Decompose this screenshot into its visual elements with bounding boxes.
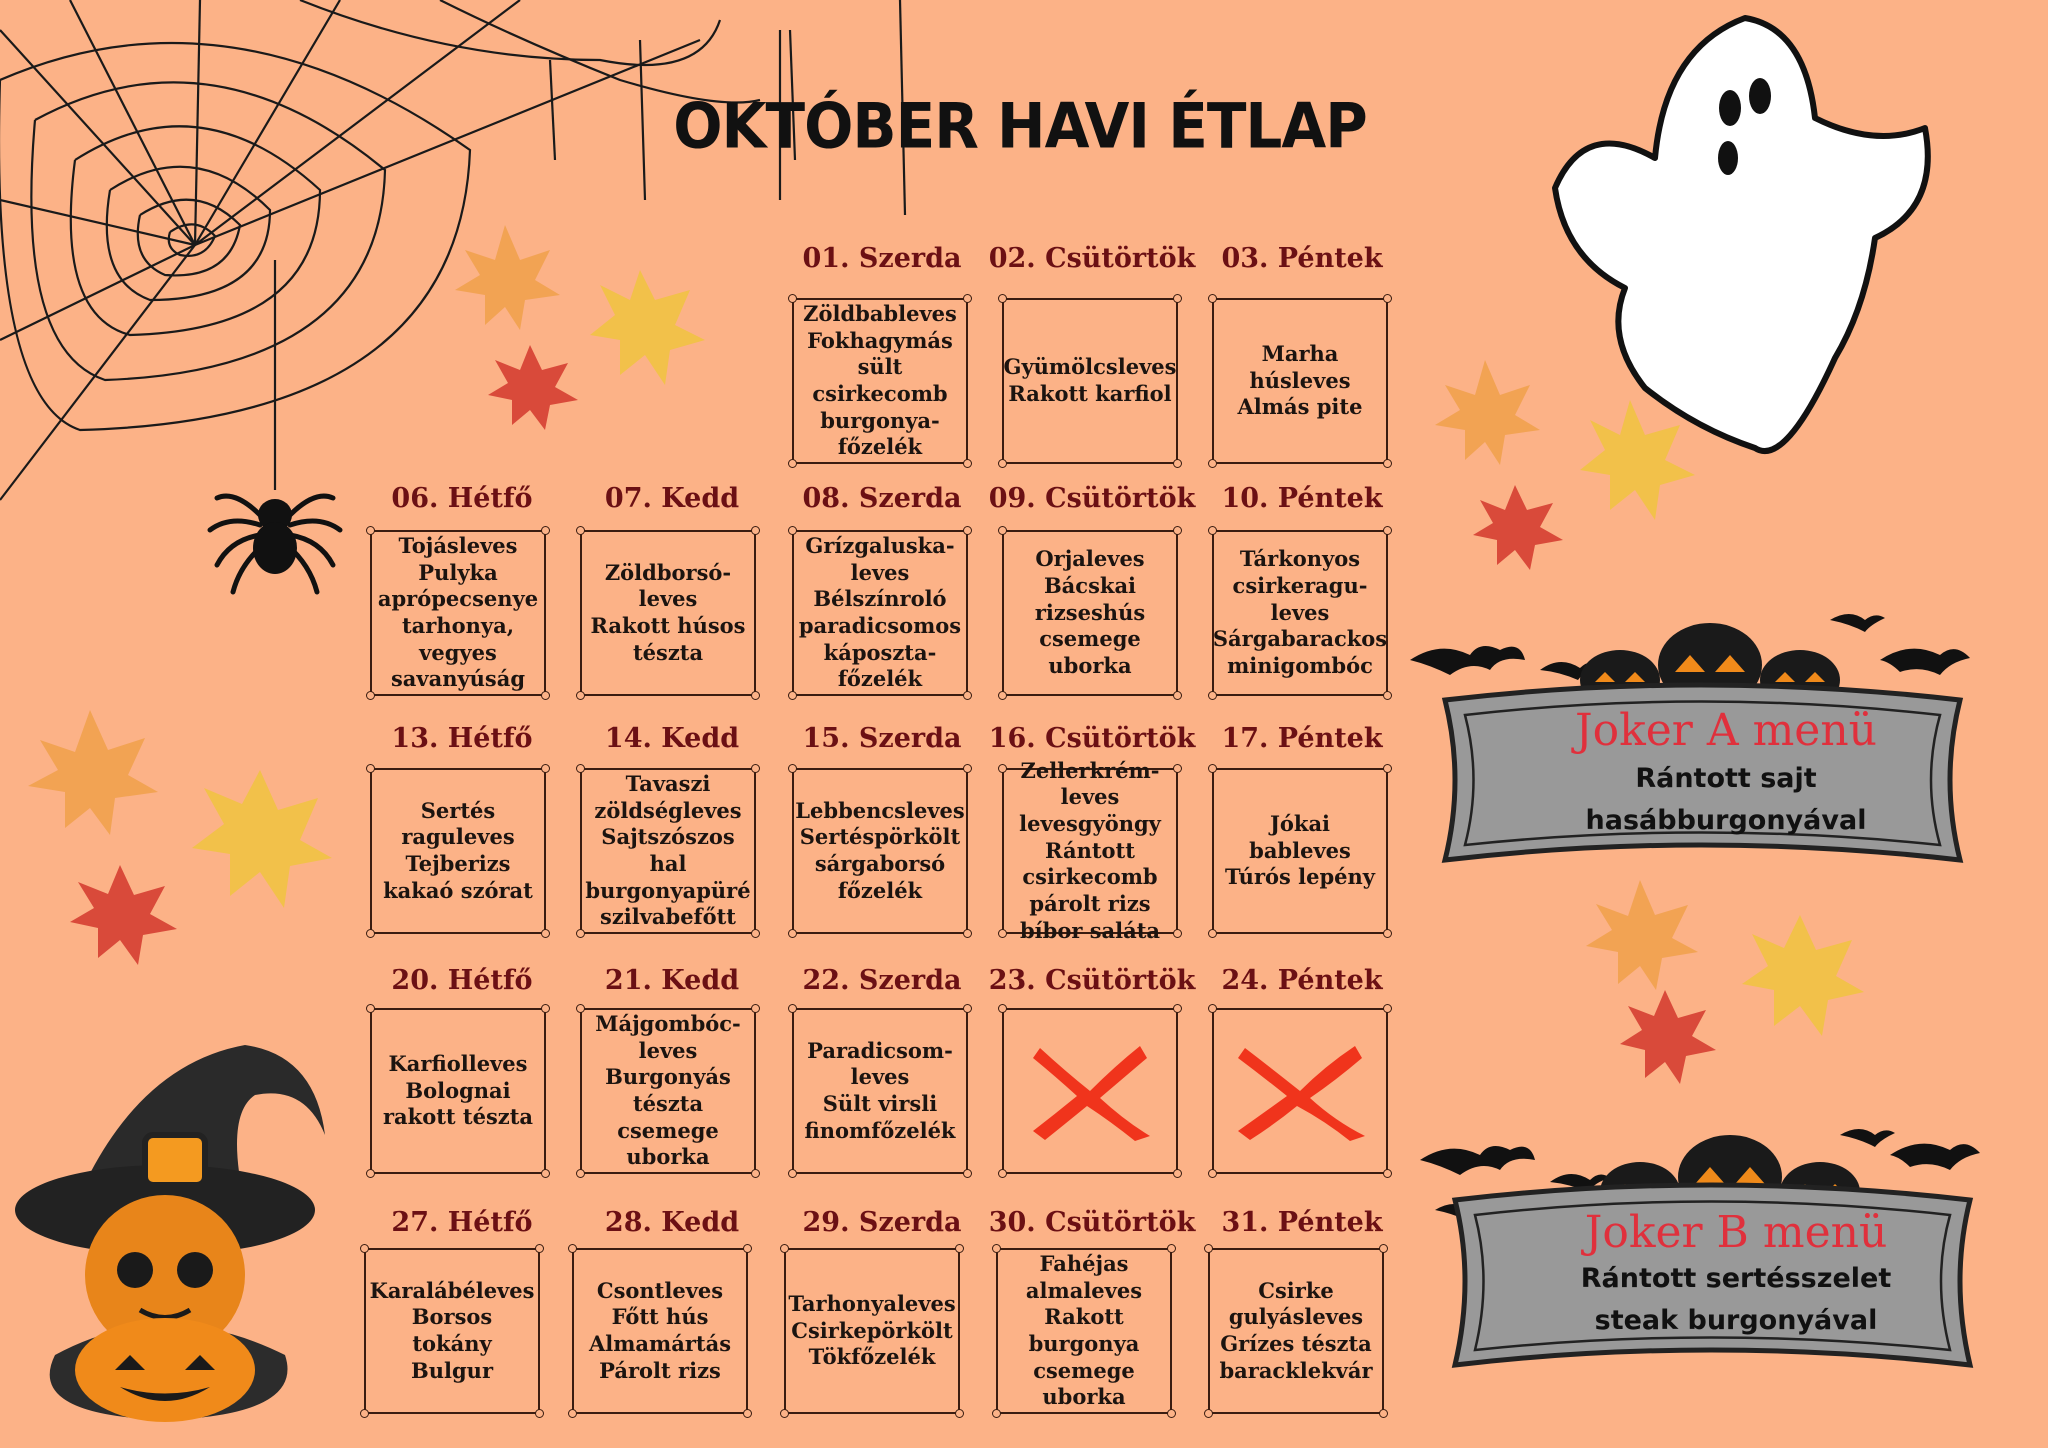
- box-corner-dot: [1383, 459, 1392, 468]
- day-menu: Zöldbableves Fokhagymás sült csirkecomb burgonya- főzelék: [803, 301, 957, 460]
- box-corner-dot: [1173, 1169, 1182, 1178]
- box-corner-dot: [1208, 1169, 1217, 1178]
- day-label: 27. Hétfő: [391, 1207, 533, 1238]
- box-corner-dot: [788, 459, 797, 468]
- day-label: 06. Hétfő: [391, 483, 533, 514]
- day-label: 22. Szerda: [802, 965, 962, 996]
- day-box: [1212, 768, 1388, 934]
- cross-icon: [1025, 1036, 1155, 1146]
- day-menu: Orjaleves Bácskai rizseshús csemege uborka: [1034, 546, 1146, 678]
- day-menu: Lebbencsleves Sertéspörkölt sárgaborsó főzelék: [795, 797, 965, 903]
- day-menu: Gyümölcsleves Rakott karfiol: [1003, 354, 1177, 406]
- box-corner-dot: [998, 929, 1007, 938]
- day-box: [1002, 530, 1178, 696]
- box-corner-dot: [963, 459, 972, 468]
- day-menu: Tarhonyaleves Csirkepörkölt Tökfőzelék: [788, 1291, 956, 1370]
- box-corner-dot: [955, 1409, 964, 1418]
- day-label: 14. Kedd: [604, 723, 740, 754]
- day-label: 28. Kedd: [604, 1207, 740, 1238]
- day-menu: Májgombóc- leves Burgonyás tészta csemege uborka: [595, 1011, 741, 1170]
- day-box: [792, 1008, 968, 1174]
- box-corner-dot: [535, 1409, 544, 1418]
- day-label: 15. Szerda: [802, 723, 962, 754]
- joker-a-text: Rántott sajt hasábburgonyával: [1585, 763, 1867, 836]
- maple-leaf-icon: [20, 700, 340, 980]
- box-corner-dot: [541, 691, 550, 700]
- box-corner-dot: [751, 691, 760, 700]
- cross-icon: [1230, 1036, 1370, 1146]
- day-box: [370, 1008, 546, 1174]
- day-box: [370, 530, 546, 696]
- day-menu: Grízgaluska- leves Bélszínroló paradicsomos káposzta- főzelék: [798, 533, 962, 692]
- day-label: 03. Péntek: [1221, 243, 1383, 274]
- day-label: 16. Csütörtök: [988, 723, 1196, 754]
- joker-b-title: Joker B menü: [1584, 1207, 1888, 1258]
- day-box: [1002, 757, 1178, 943]
- box-corner-dot: [1173, 459, 1182, 468]
- box-corner-dot: [1173, 929, 1182, 938]
- box-corner-dot: [1383, 929, 1392, 938]
- day-label: 17. Péntek: [1221, 723, 1383, 754]
- day-menu: Karalábéleves Borsos tokány Bulgur: [369, 1277, 535, 1383]
- box-corner-dot: [788, 691, 797, 700]
- day-menu: Karfiolleves Bolognai rakott tészta: [382, 1051, 534, 1130]
- day-menu: Csontleves Főtt hús Almamártás Párolt rizs: [588, 1277, 732, 1383]
- box-corner-dot: [366, 1169, 375, 1178]
- day-label: 21. Kedd: [604, 965, 740, 996]
- day-menu: Tojásleves Pulyka aprópecsenye tarhonya, vegyes savanyúság: [377, 533, 539, 692]
- witch-pumpkin-icon: [15, 1025, 335, 1425]
- day-menu: Tárkonyos csirkeragu- leves Sárgabarackos minigombóc: [1212, 546, 1388, 678]
- box-corner-dot: [963, 691, 972, 700]
- box-corner-dot: [1173, 691, 1182, 700]
- day-menu: Jókai bableves Túrós lepény: [1224, 811, 1376, 890]
- box-corner-dot: [992, 1409, 1001, 1418]
- page-title: OKTÓBER HAVI ÉTLAP: [673, 89, 1367, 163]
- day-menu: Paradicsom- leves Sült virsli finomfőzelék: [804, 1037, 956, 1143]
- box-corner-dot: [963, 929, 972, 938]
- box-corner-dot: [998, 459, 1007, 468]
- day-box: [792, 768, 968, 934]
- box-corner-dot: [360, 1409, 369, 1418]
- box-corner-dot: [998, 691, 1007, 700]
- day-menu: Fahéjas almaleves Rakott burgonya csemege uborka: [1025, 1251, 1143, 1410]
- day-box: [364, 1248, 540, 1414]
- day-menu: Csirke gulyásleves Grízes tészta baracklekvár: [1219, 1277, 1373, 1383]
- day-label: 23. Csütörtök: [988, 965, 1196, 996]
- box-corner-dot: [1383, 1169, 1392, 1178]
- box-corner-dot: [998, 1169, 1007, 1178]
- day-label: 13. Hétfő: [391, 723, 533, 754]
- day-box: [784, 1248, 960, 1414]
- box-corner-dot: [751, 929, 760, 938]
- day-box: [1208, 1248, 1384, 1414]
- box-corner-dot: [1204, 1409, 1213, 1418]
- day-label: 02. Csütörtök: [988, 243, 1196, 274]
- box-corner-dot: [576, 691, 585, 700]
- day-label: 09. Csütörtök: [988, 483, 1196, 514]
- day-label: 29. Szerda: [802, 1207, 962, 1238]
- maple-leaf-icon: [450, 215, 730, 435]
- maple-leaf-icon: [1430, 350, 1720, 580]
- box-corner-dot: [788, 1169, 797, 1178]
- box-corner-dot: [751, 1169, 760, 1178]
- day-box: [1212, 530, 1388, 696]
- day-box: [580, 768, 756, 934]
- box-corner-dot: [788, 929, 797, 938]
- box-corner-dot: [541, 1169, 550, 1178]
- day-box: [1212, 298, 1388, 464]
- box-corner-dot: [1208, 459, 1217, 468]
- day-box: [1002, 1008, 1178, 1174]
- day-menu: Marha húsleves Almás pite: [1237, 341, 1363, 420]
- box-corner-dot: [743, 1409, 752, 1418]
- box-corner-dot: [576, 929, 585, 938]
- day-label: 01. Szerda: [802, 243, 962, 274]
- box-corner-dot: [366, 929, 375, 938]
- box-corner-dot: [366, 691, 375, 700]
- day-label: 10. Péntek: [1221, 483, 1383, 514]
- joker-a-title: Joker A menü: [1574, 705, 1878, 756]
- day-menu: Zellerkrém- leves levesgyöngy Rántott csirkecomb párolt rizs bíbor saláta: [1019, 757, 1161, 943]
- day-menu: Tavaszi zöldségleves Sajtszószos hal burgonyapüré szilvabefőtt: [585, 771, 751, 930]
- joker-b-text: Rántott sertésszelet steak burgonyával: [1580, 1263, 1892, 1336]
- day-box: [1002, 298, 1178, 464]
- day-menu: Sertés raguleves Tejberizs kakaó szórat: [383, 797, 533, 903]
- day-label: 20. Hétfő: [391, 965, 533, 996]
- box-corner-dot: [1208, 929, 1217, 938]
- day-box: [580, 530, 756, 696]
- box-corner-dot: [1167, 1409, 1176, 1418]
- box-corner-dot: [568, 1409, 577, 1418]
- day-label: 08. Szerda: [802, 483, 962, 514]
- day-box: [792, 530, 968, 696]
- day-menu: Zöldborsó- leves Rakott húsos tészta: [590, 559, 746, 665]
- day-label: 07. Kedd: [604, 483, 740, 514]
- day-box: [792, 298, 968, 464]
- day-label: 31. Péntek: [1221, 1207, 1383, 1238]
- day-box: [572, 1248, 748, 1414]
- box-corner-dot: [1208, 691, 1217, 700]
- box-corner-dot: [576, 1169, 585, 1178]
- day-box: [996, 1248, 1172, 1414]
- box-corner-dot: [541, 929, 550, 938]
- box-corner-dot: [963, 1169, 972, 1178]
- day-label: 24. Péntek: [1221, 965, 1383, 996]
- day-box: [580, 1008, 756, 1174]
- box-corner-dot: [1383, 691, 1392, 700]
- day-box: [370, 768, 546, 934]
- day-label: 30. Csütörtök: [988, 1207, 1196, 1238]
- box-corner-dot: [1379, 1409, 1388, 1418]
- spider-icon: [205, 470, 345, 600]
- day-box: [1212, 1008, 1388, 1174]
- maple-leaf-icon: [1580, 870, 1880, 1100]
- box-corner-dot: [780, 1409, 789, 1418]
